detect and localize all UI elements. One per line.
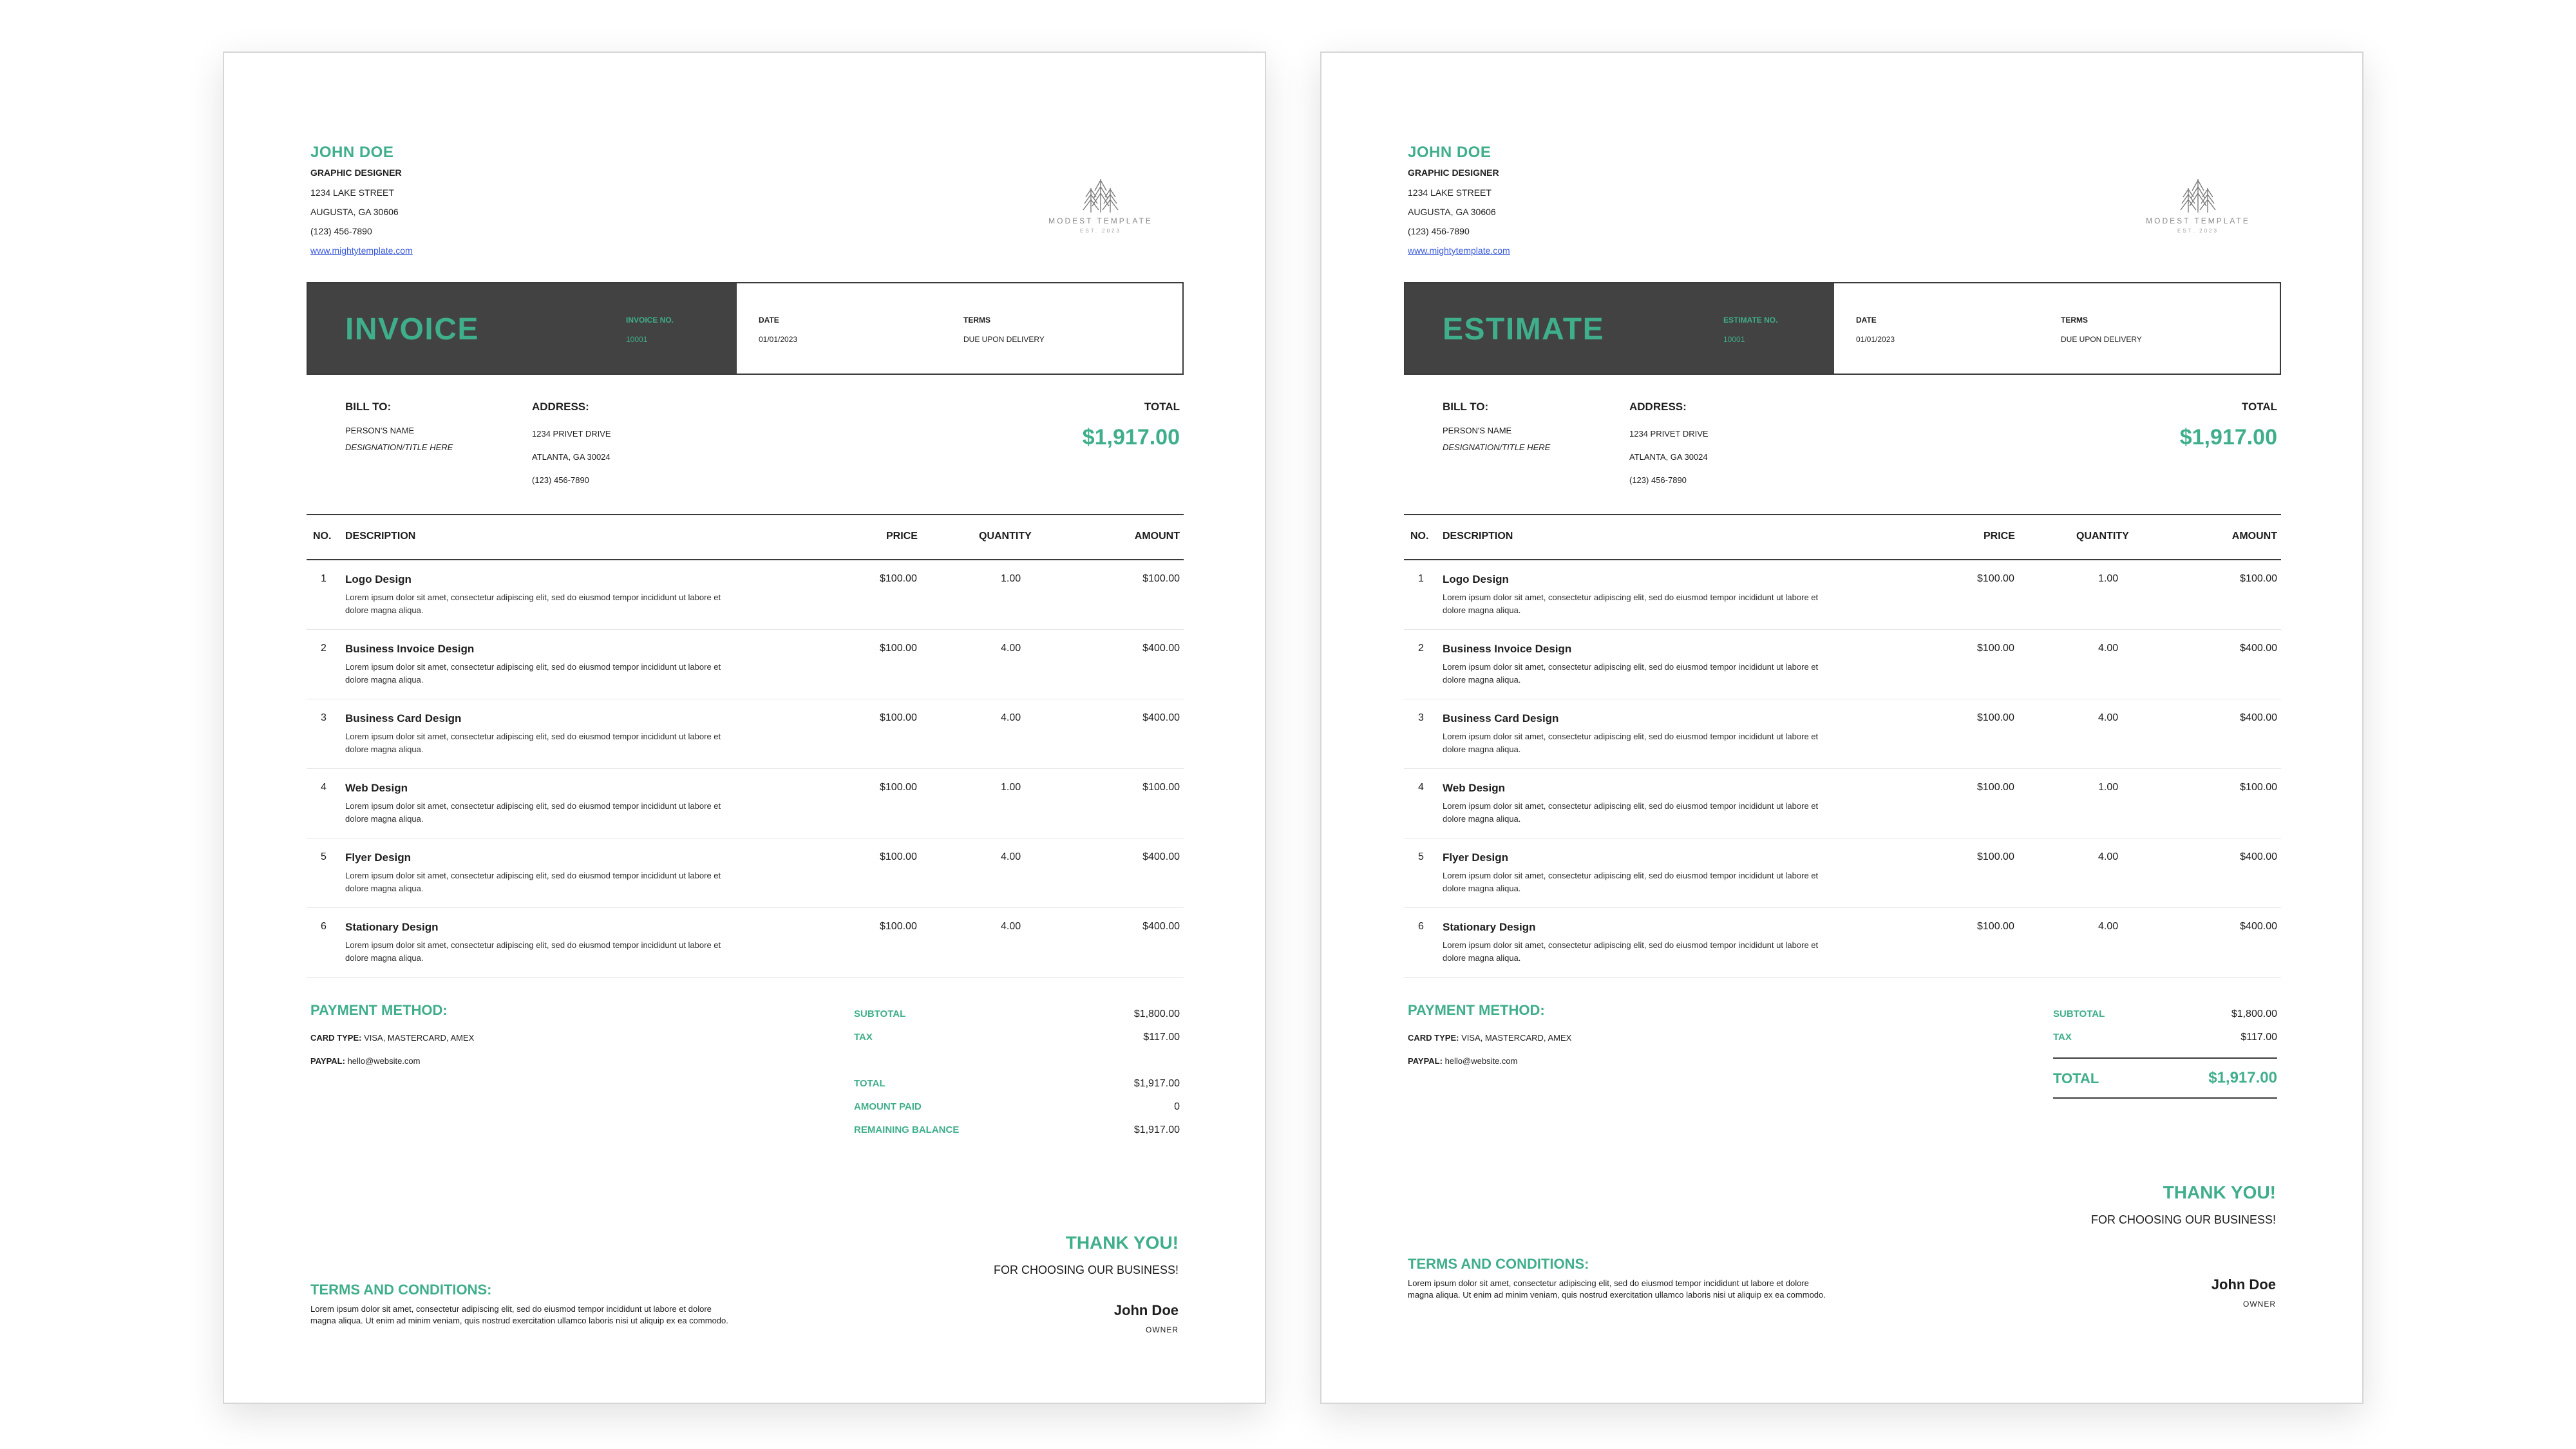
terms-label: TERMS [2061,316,2088,325]
row-price: $100.00 [880,573,917,584]
signer-title: OWNER [1146,1325,1179,1334]
col-no: NO. [313,531,332,542]
estimate-meta-panel [1834,283,2280,374]
estimate-number-label: ESTIMATE NO. [1723,316,1778,325]
line-items-table [307,514,1184,978]
bill-to-name: PERSON'S NAME [1443,426,1512,435]
sender-role: GRAPHIC DESIGNER [1408,167,1499,178]
row-quantity: 1.00 [1001,782,1021,793]
address-block [1629,401,1709,492]
sender-block [310,143,413,260]
total-amount: $1,917.00 [2179,425,2277,450]
estimate-totals [2053,1002,2277,1099]
row-no: 6 [1418,921,1424,932]
terms-value: DUE UPON DELIVERY [2061,335,2142,344]
subtotal-value: $1,800.00 [1133,1009,1180,1019]
estimate-header-band [1404,282,2281,375]
row-no: 5 [321,851,327,862]
card-type-value: VISA, MASTERCARD, AMEX [364,1033,475,1043]
paypal-line [310,1050,474,1073]
invoice-header-band [307,282,1184,375]
row-no: 4 [321,782,327,793]
col-amount: AMOUNT [2231,531,2277,542]
payment-method-heading: PAYMENT METHOD: [310,1002,448,1018]
bill-to-block [1443,401,1550,456]
row-title: Business Card Design [1443,712,1559,724]
line-items-table [1404,514,2281,978]
row-no: 3 [1418,712,1424,723]
row-quantity: 4.00 [2098,921,2119,932]
row-title: Flyer Design [345,851,412,864]
sender-website-link[interactable]: www.mightytemplate.com [1408,245,1510,256]
row-title: Flyer Design [1443,851,1509,864]
paypal-value: hello@website.com [347,1056,421,1066]
row-price: $100.00 [1977,921,2014,932]
remaining-balance-row [854,1118,1180,1141]
col-description: DESCRIPTION [345,531,416,542]
row-amount: $400.00 [1142,851,1180,862]
row-quantity: 4.00 [1001,851,1021,862]
table-header [307,515,1184,560]
row-quantity: 4.00 [2098,643,2119,654]
row-title: Business Card Design [345,712,462,724]
payment-method-heading: PAYMENT METHOD: [1408,1002,1545,1018]
row-description: Lorem ipsum dolor sit amet, consectetur adipiscing elit, sed do eiusmod tempor incididunt ut labore et dolore magna aliqua. [1443,732,1819,754]
col-description: DESCRIPTION [1443,531,1513,542]
row-description: Lorem ipsum dolor sit amet, consectetur adipiscing elit, sed do eiusmod tempor incididunt ut labore et dolore magna aliqua. [345,592,721,615]
row-amount: $400.00 [2240,921,2277,932]
invoice-number-label: INVOICE NO. [626,316,674,325]
row-quantity: 1.00 [2098,782,2119,793]
billing-section [1443,401,2281,504]
terms-value: DUE UPON DELIVERY [963,335,1045,344]
pine-trees-icon [1072,175,1130,214]
row-description: Lorem ipsum dolor sit amet, consectetur adipiscing elit, sed do eiusmod tempor incididunt ut labore et dolore magna aliqua. [345,732,721,754]
sender-role: GRAPHIC DESIGNER [310,167,402,178]
tax-value: $117.00 [1143,1032,1180,1043]
estimate-number-value: 10001 [1723,335,1745,344]
row-title: Business Invoice Design [345,643,475,655]
row-amount: $400.00 [2240,851,2277,862]
row-no: 2 [1418,643,1424,654]
logo-wordmark: MODEST TEMPLATE [2146,216,2250,225]
card-type-line [1408,1027,1571,1050]
grand-total-row [2053,1057,2277,1099]
row-description: Lorem ipsum dolor sit amet, consectetur adipiscing elit, sed do eiusmod tempor incididunt ut labore et dolore magna aliqua. [1443,871,1819,893]
logo-est: EST. 2023 [2177,228,2219,234]
table-row [307,630,1184,699]
address-heading: ADDRESS: [532,401,589,413]
terms-block [1408,1256,1833,1301]
table-row [1404,838,2281,908]
thank-you-heading: THANK YOU! [1065,1233,1179,1253]
row-description: Lorem ipsum dolor sit amet, consectetur adipiscing elit, sed do eiusmod tempor incididunt ut labore et dolore magna aliqua. [1443,940,1819,963]
payment-method-block [1408,1002,1571,1073]
thank-you-block [2091,1182,2276,1227]
date-label: DATE [1856,316,1877,325]
total-label: TOTAL [2053,1070,2099,1086]
subtotal-value: $1,800.00 [2231,1009,2277,1019]
total-heading: TOTAL [1144,401,1180,413]
paypal-label: PAYPAL: [310,1056,345,1066]
row-amount: $100.00 [1142,573,1180,584]
row-no: 5 [1418,851,1424,862]
bill-to-designation: DESIGNATION/TITLE HERE [1443,442,1551,452]
address-street: 1234 PRIVET DRIVE [532,429,611,439]
tax-label: TAX [2053,1032,2072,1043]
address-phone: (123) 456-7890 [1629,475,1687,485]
bill-to-name: PERSON'S NAME [345,426,415,435]
row-amount: $100.00 [2240,573,2277,584]
row-quantity: 4.00 [1001,643,1021,654]
col-quantity: QUANTITY [979,531,1032,542]
row-description: Lorem ipsum dolor sit amet, consectetur adipiscing elit, sed do eiusmod tempor incididunt ut labore et dolore magna aliqua. [345,940,721,963]
row-title: Logo Design [345,573,412,585]
total-value: $1,917.00 [2208,1069,2277,1086]
logo-est: EST. 2023 [1080,228,1121,234]
estimate-title-panel [1405,283,1834,374]
row-price: $100.00 [880,782,917,793]
total-value: $1,917.00 [1133,1078,1180,1089]
row-amount: $100.00 [2240,782,2277,793]
amount-paid-label: AMOUNT PAID [854,1101,922,1112]
terms-label: TERMS [963,316,990,325]
row-quantity: 1.00 [2098,573,2119,584]
row-title: Web Design [345,782,408,794]
table-row [1404,699,2281,769]
card-type-value: VISA, MASTERCARD, AMEX [1461,1033,1572,1043]
row-price: $100.00 [1977,712,2014,723]
row-description: Lorem ipsum dolor sit amet, consectetur adipiscing elit, sed do eiusmod tempor incididunt ut labore et dolore magna aliqua. [345,662,721,685]
row-title: Stationary Design [345,921,439,933]
col-price: PRICE [886,531,918,542]
thank-you-subtext: FOR CHOOSING OUR BUSINESS! [993,1264,1179,1276]
total-summary [1083,401,1180,450]
row-quantity: 4.00 [2098,851,2119,862]
paypal-line [1408,1050,1571,1073]
payment-method-block [310,1002,474,1073]
table-row [1404,630,2281,699]
row-price: $100.00 [880,712,917,723]
sender-phone: (123) 456-7890 [1408,226,1470,236]
terms-text: Lorem ipsum dolor sit amet, consectetur adipiscing elit, sed do eiusmod tempor incididunt ut labore et dolore magna aliqua. Ut enim ad minim veniam, quis nostrud exercitation ullamco laboris nisi ut aliquip ex ea commodo. [310,1304,728,1325]
terms-text: Lorem ipsum dolor sit amet, consectetur adipiscing elit, sed do eiusmod tempor incididunt ut labore et dolore magna aliqua. Ut enim ad minim veniam, quis nostrud exercitation ullamco laboris nisi ut aliquip ex ea commodo. [1408,1278,1826,1300]
row-price: $100.00 [1977,782,2014,793]
address-phone: (123) 456-7890 [532,475,589,485]
terms-heading: TERMS AND CONDITIONS: [310,1282,492,1298]
invoice-totals [854,1002,1180,1141]
invoice-number-value: 10001 [626,335,648,344]
row-quantity: 4.00 [1001,712,1021,723]
row-quantity: 4.00 [1001,921,1021,932]
total-amount: $1,917.00 [1082,425,1180,450]
row-description: Lorem ipsum dolor sit amet, consectetur adipiscing elit, sed do eiusmod tempor incididunt ut labore et dolore magna aliqua. [1443,662,1819,685]
table-row [307,560,1184,630]
logo-wordmark: MODEST TEMPLATE [1048,216,1153,225]
pine-trees-icon [2169,175,2227,214]
address-heading: ADDRESS: [1629,401,1687,413]
row-no: 3 [321,712,327,723]
subtotal-label: SUBTOTAL [854,1009,906,1019]
address-city: ATLANTA, GA 30024 [1629,452,1708,462]
table-row [1404,560,2281,630]
row-amount: $400.00 [2240,712,2277,723]
row-description: Lorem ipsum dolor sit amet, consectetur adipiscing elit, sed do eiusmod tempor incididunt ut labore et dolore magna aliqua. [345,801,721,824]
address-block [532,401,611,492]
total-row [854,1072,1180,1095]
row-no: 1 [321,573,327,584]
tax-row [854,1025,1180,1048]
row-description: Lorem ipsum dolor sit amet, consectetur adipiscing elit, sed do eiusmod tempor incididunt ut labore et dolore magna aliqua. [345,871,721,893]
col-amount: AMOUNT [1134,531,1180,542]
tax-row [2053,1025,2277,1048]
row-no: 2 [321,643,327,654]
company-logo [1046,175,1155,234]
date-value: 01/01/2023 [759,335,798,344]
row-price: $100.00 [1977,573,2014,584]
row-description: Lorem ipsum dolor sit amet, consectetur adipiscing elit, sed do eiusmod tempor incididunt ut labore et dolore magna aliqua. [1443,801,1819,824]
tax-label: TAX [854,1032,873,1043]
company-logo [2143,175,2253,234]
row-price: $100.00 [880,643,917,654]
row-no: 6 [321,921,327,932]
terms-heading: TERMS AND CONDITIONS: [1408,1256,1589,1272]
row-price: $100.00 [1977,643,2014,654]
row-description: Lorem ipsum dolor sit amet, consectetur adipiscing elit, sed do eiusmod tempor incididunt ut labore et dolore magna aliqua. [1443,592,1819,615]
table-row [307,838,1184,908]
card-type-label: CARD TYPE: [1408,1033,1459,1043]
table-header [1404,515,2281,560]
total-heading: TOTAL [2241,401,2277,413]
bill-to-heading: BILL TO: [1443,401,1489,413]
paypal-value: hello@website.com [1444,1056,1518,1066]
sender-block [1408,143,1510,260]
totals-spacer [854,1048,1180,1072]
col-no: NO. [1410,531,1429,542]
invoice-meta-panel [737,283,1182,374]
card-type-line [310,1027,474,1050]
row-amount: $400.00 [2240,643,2277,654]
estimate-title: ESTIMATE [1443,312,1605,346]
subtotal-label: SUBTOTAL [2053,1009,2105,1019]
date-label: DATE [759,316,779,325]
thank-you-block [994,1233,1179,1277]
table-row [307,769,1184,838]
thank-you-subtext: FOR CHOOSING OUR BUSINESS! [2090,1213,2276,1226]
table-row [307,908,1184,978]
date-value: 01/01/2023 [1856,335,1895,344]
bill-to-heading: BILL TO: [345,401,392,413]
invoice-title-panel [308,283,737,374]
total-summary [2180,401,2277,450]
tax-value: $117.00 [2240,1032,2277,1043]
row-amount: $400.00 [1142,712,1180,723]
row-price: $100.00 [880,851,917,862]
sender-city: AUGUSTA, GA 30606 [310,207,399,217]
row-amount: $400.00 [1142,643,1180,654]
terms-block [310,1282,735,1327]
row-amount: $400.00 [1142,921,1180,932]
address-street: 1234 PRIVET DRIVE [1629,429,1709,439]
bill-to-designation: DESIGNATION/TITLE HERE [345,442,453,452]
sender-name: JOHN DOE [310,144,394,161]
address-city: ATLANTA, GA 30024 [532,452,611,462]
invoice-title: INVOICE [345,312,479,346]
row-price: $100.00 [1977,851,2014,862]
bill-to-block [345,401,453,456]
row-price: $100.00 [880,921,917,932]
signer-name: John Doe [1113,1302,1179,1318]
card-type-label: CARD TYPE: [310,1033,362,1043]
remaining-balance-label: REMAINING BALANCE [854,1124,960,1135]
row-title: Stationary Design [1443,921,1536,933]
row-title: Business Invoice Design [1443,643,1572,655]
estimate-page [1320,52,2363,1404]
row-no: 1 [1418,573,1424,584]
row-title: Logo Design [1443,573,1509,585]
row-amount: $100.00 [1142,782,1180,793]
table-row [307,699,1184,769]
amount-paid-row [854,1095,1180,1118]
invoice-page [223,52,1266,1404]
thank-you-heading: THANK YOU! [2163,1182,2276,1202]
row-quantity: 4.00 [2098,712,2119,723]
sender-website-link[interactable]: www.mightytemplate.com [310,245,413,256]
sender-city: AUGUSTA, GA 30606 [1408,207,1496,217]
row-no: 4 [1418,782,1424,793]
col-quantity: QUANTITY [2076,531,2129,542]
row-title: Web Design [1443,782,1505,794]
amount-paid-value: 0 [1174,1101,1180,1112]
signature-block [2211,1276,2276,1309]
sender-phone: (123) 456-7890 [310,226,372,236]
total-label: TOTAL [854,1078,886,1089]
sender-name: JOHN DOE [1408,144,1492,161]
signer-name: John Doe [2211,1276,2276,1293]
billing-section [345,401,1184,504]
sender-street: 1234 LAKE STREET [310,187,394,198]
subtotal-row [2053,1002,2277,1025]
paypal-label: PAYPAL: [1408,1056,1443,1066]
table-row [1404,769,2281,838]
table-row [1404,908,2281,978]
signer-title: OWNER [2243,1300,2276,1309]
subtotal-row [854,1002,1180,1025]
row-quantity: 1.00 [1001,573,1021,584]
col-price: PRICE [1984,531,2015,542]
remaining-balance-value: $1,917.00 [1133,1124,1180,1135]
sender-street: 1234 LAKE STREET [1408,187,1492,198]
signature-block [1114,1302,1179,1334]
